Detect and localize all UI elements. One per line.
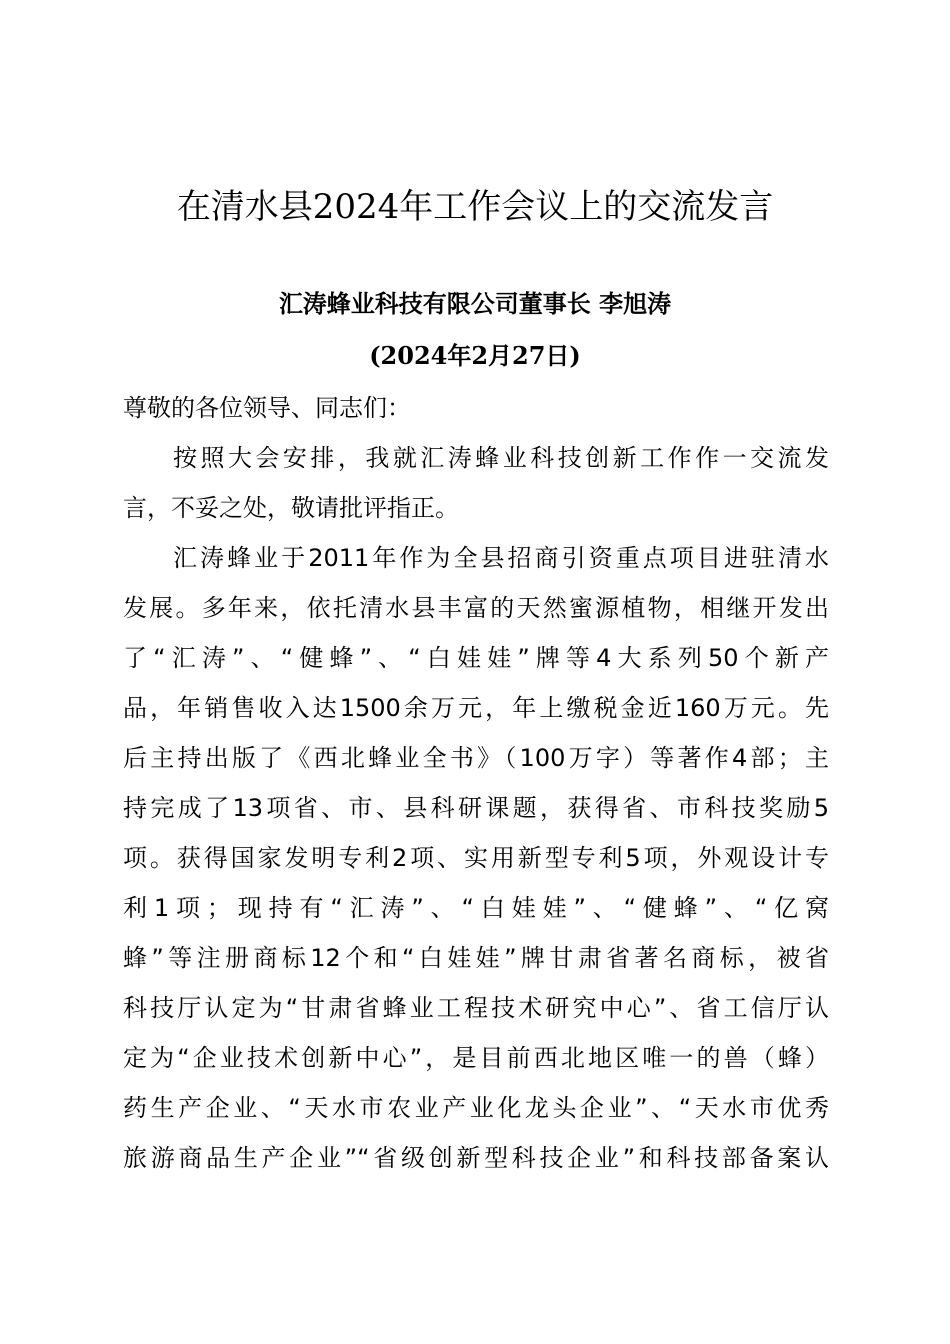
paragraph-line: 发展。多年来，依托清水县丰富的天然蜜源植物，相继开发出 — [123, 594, 829, 622]
paragraph-1 — [123, 433, 829, 533]
document-body — [123, 383, 829, 1183]
salutation: 尊敬的各位领导、同志们： — [123, 394, 411, 422]
paragraph-line: 言，不妥之处，敬请批评指正。 — [123, 494, 459, 522]
paragraph-line: 后主持出版了《西北蜂业全书》（100万字）等著作4部；主 — [123, 744, 829, 772]
paragraph-line: 汇涛蜂业于2011年作为全县招商引资重点项目进驻清水 — [173, 544, 829, 572]
paragraph-line: 品，年销售收入达1500余万元，年上缴税金近160万元。先 — [123, 694, 829, 722]
paragraph-line: 旅游商品生产企业”“省级创新型科技企业”和科技部备案认 — [123, 1144, 829, 1172]
paragraph-line: 药生产企业、“天水市农业产业化龙头企业”、“天水市优秀 — [123, 1094, 829, 1122]
paragraph-line: 利1项；现持有“汇涛”、“白娃娃”、“健蜂”、“亿窝 — [123, 894, 829, 922]
paragraph-line: 科技厅认定为“甘肃省蜂业工程技术研究中心”、省工信厅认 — [123, 994, 829, 1022]
paragraph-line: 蜂”等注册商标12个和“白娃娃”牌甘肃省著名商标，被省 — [123, 944, 829, 972]
document-title: 在清水县2024年工作会议上的交流发言 — [176, 187, 774, 227]
paragraph-2 — [123, 533, 829, 1183]
speech-date: (2024年2月27日) — [369, 341, 581, 370]
paragraph-line: 了“汇涛”、“健蜂”、“白娃娃”牌等4大系列50个新产 — [123, 644, 829, 672]
paragraph-line: 定为“企业技术创新中心”，是目前西北地区唯一的兽（蜂） — [123, 1044, 829, 1072]
paragraph-line: 项。获得国家发明专利2项、实用新型专利5项，外观设计专 — [123, 844, 829, 872]
paragraph-line: 持完成了13项省、市、县科研课题，获得省、市科技奖励5 — [123, 794, 829, 822]
paragraph-line: 按照大会安排，我就汇涛蜂业科技创新工作作一交流发 — [173, 444, 829, 472]
speaker-byline: 汇涛蜂业科技有限公司董事长 李旭涛 — [278, 289, 672, 318]
